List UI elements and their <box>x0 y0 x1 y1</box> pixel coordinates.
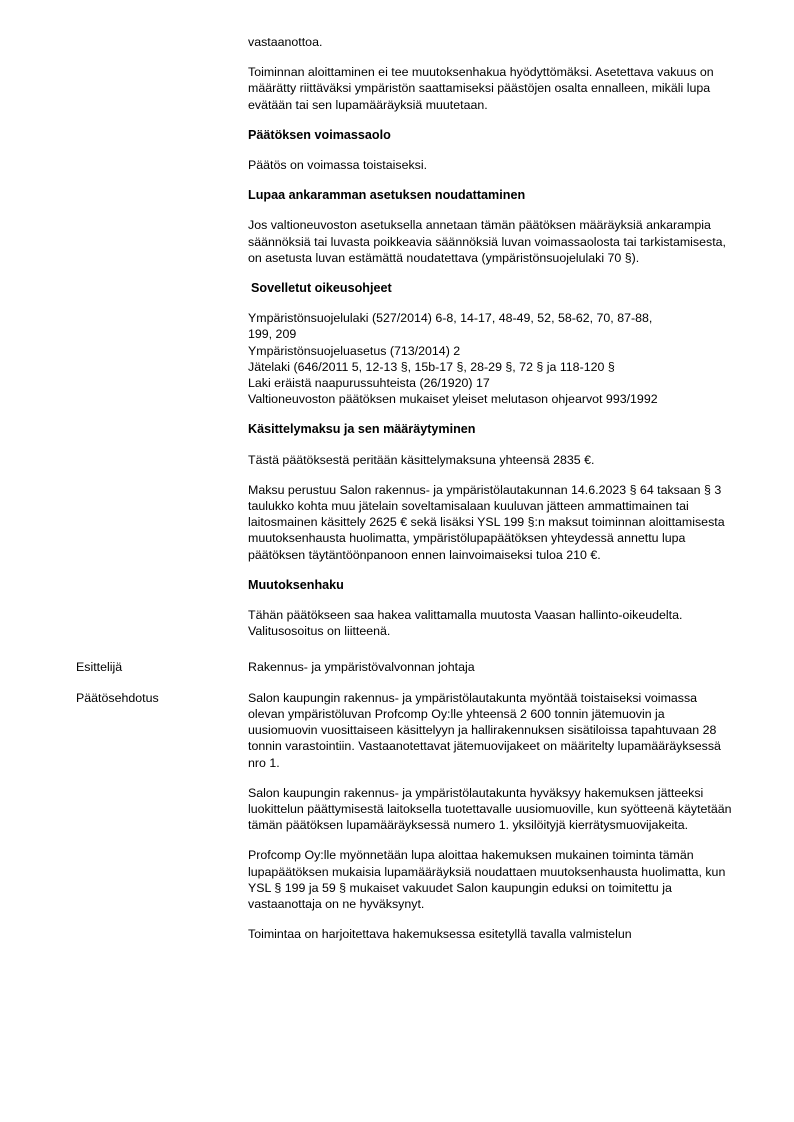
proposal-paragraph: Toimintaa on harjoitettava hakemuksessa esitetyllä tavalla valmistelun <box>248 927 632 942</box>
presenter-content <box>248 659 732 675</box>
legal-reference-list <box>248 310 732 407</box>
proposal-paragraph: Salon kaupungin rakennus- ja ympäristölautakunta hyväksyy hakemuksen jätteeksi luokittelun päättymisestä laitoksella tuotettavalle uusiomuoville, kun syötteenä käytetään tämän päätöksen lupamääräyksessä numero 1. yksilöityjä kierrätysmuovijakeita. <box>248 785 732 833</box>
proposal-row <box>76 690 734 943</box>
presenter-value: Rakennus- ja ympäristövalvonnan johtaja <box>248 660 475 675</box>
presenter-label: Esittelijä <box>76 660 123 675</box>
presenter-row <box>76 659 734 675</box>
section-heading-appeal: Muutoksenhaku <box>248 577 344 592</box>
proposal-paragraph: Salon kaupungin rakennus- ja ympäristölautakunta myöntää toistaiseksi voimassa olevan ympäristöluvan Profcomp Oy:lle yhteensä 2 600 tonnin jätemuovin ja uusiomuovin vuosittaiseen käsittelyyn ja hallirakennuksen sisätiloissa tapahtuvaan 28 tonnin varastointiin. Vastaanotettavat jätemuovijakeet on määritelty lupamääräyksessä nro 1. <box>248 690 721 770</box>
document-body <box>248 34 732 639</box>
section-heading-fee: Käsittelymaksu ja sen määräytyminen <box>248 422 476 437</box>
legal-reference-line: Laki eräistä naapurussuhteista (26/1920) 17 <box>248 376 490 391</box>
proposal-label: Päätösehdotus <box>76 690 159 705</box>
fee-paragraph-basis: Maksu perustuu Salon rakennus- ja ympäristölautakunnan 14.6.2023 § 64 taksaan § 3 taulukko kohta muu jätelain soveltamisalaan kuuluvan jätteen ammattimainen tai laitosmainen käsittely 2625 € sekä lisäksi YSL 199 §:n maksut toiminnan aloittamisesta muutoksenhausta huolimatta, ympäristölupapäätöksen yhteydessä annettu lupa päätöksen täytäntöönpanoon ennen lainvoimaiseksi tuloa 210 €. <box>248 482 725 562</box>
section-heading-legal-refs: Sovelletut oikeusohjeet <box>251 281 392 296</box>
legal-reference-line: Ympäristönsuojelulaki (527/2014) 6-8, 14-17, 48-49, 52, 58-62, 70, 87-88, <box>248 311 653 326</box>
section-paragraph-validity: Päätös on voimassa toistaiseksi. <box>248 158 428 173</box>
legal-reference-line: Ympäristönsuojeluasetus (713/2014) 2 <box>248 343 461 358</box>
proposal-content <box>248 690 732 943</box>
proposal-paragraph: Profcomp Oy:lle myönnetään lupa aloittaa hakemuksen mukainen toiminta tämän lupapäätöksen mukaisia lupamääräyksiä noudattaen muutoksenhausta huolimatta, kun YSL § 199 ja 59 § mukaiset vakuudet Salon kaupungin eduksi on toimitettu ja vastaanottaja on ne hyväksynyt. <box>248 848 726 911</box>
appeal-paragraph: Tähän päätökseen saa hakea valittamalla muutosta Vaasan hallinto-oikeudelta. Valitusosoitus on liitteenä. <box>248 608 683 639</box>
fee-paragraph-total: Tästä päätöksestä peritään käsittelymaksuna yhteensä 2835 €. <box>248 452 595 467</box>
legal-reference-line: Jätelaki (646/2011 5, 12-13 §, 15b-17 §, 28-29 §, 72 § ja 118-120 § <box>248 359 615 374</box>
section-heading-validity: Päätöksen voimassaolo <box>248 127 391 142</box>
top-fragment: vastaanottoa. <box>248 35 323 49</box>
legal-reference-line: Valtioneuvoston päätöksen mukaiset yleiset melutason ohjearvot 993/1992 <box>248 392 658 407</box>
section-paragraph-stricter-decree: Jos valtioneuvoston asetuksella annetaan tämän päätöksen määräyksiä ankarampia säännöksiä tai luvasta poikkeavia säännöksiä luvan voimassaolosta tai tarkistamisesta, on asetusta luvan estämättä noudatettava (ympäristönsuojelulaki 70 §). <box>248 218 726 265</box>
intro-paragraph: Toiminnan aloittaminen ei tee muutoksenhakua hyödyttömäksi. Asetettava vakuus on määrätty riittäväksi ympäristön saattamiseksi päästöjen osalta ennalleen, mikäli lupa evätään tai sen lupamääräyksiä muutetaan. <box>248 65 714 112</box>
legal-reference-line: 199, 209 <box>248 327 297 342</box>
section-heading-stricter-decree: Lupaa ankaramman asetuksen noudattaminen <box>248 188 526 203</box>
